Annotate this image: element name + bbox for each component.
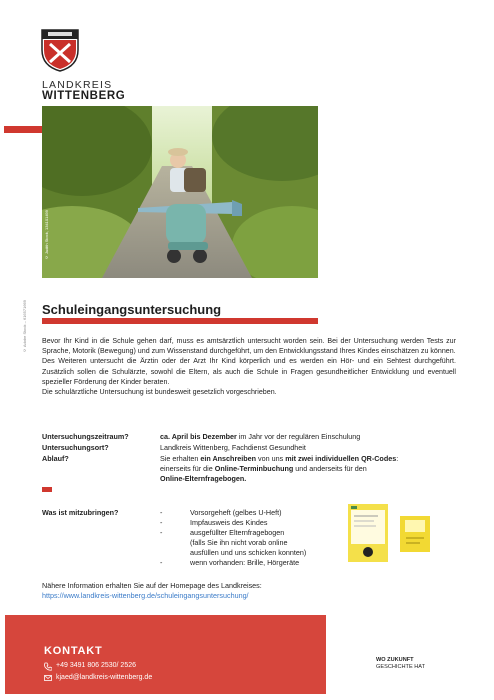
- page-title: Schuleingangsuntersuchung: [42, 302, 222, 317]
- intro-paragraph-1: Bevor Ihr Kind in die Schule gehen darf, muss es amtsärztlich untersucht worden sein. Bei der Untersuchung werden Tests zur Sprache, Motorik (Bewegung) und zum Wissenstand durchgeführt, um den Entwicklungsstand Ihres Kindes einschätzen zu können.: [42, 337, 456, 356]
- slogan-line-1: WO ZUKUNFT: [376, 657, 414, 663]
- value-ablauf: [160, 454, 460, 484]
- label-ablauf: Ablauf?: [42, 454, 69, 463]
- slogan-line-2: GESCHICHTE HAT: [376, 664, 425, 670]
- label-zeitraum: Untersuchungszeitraum?: [42, 432, 129, 441]
- brand-line-1: LANDKREIS: [42, 79, 113, 91]
- ablauf-part: einerseits für die: [160, 464, 215, 473]
- contact-email[interactable]: kjaed@landkreis-wittenberg.de: [56, 674, 153, 681]
- intro-paragraph-3: Die schulärztliche Untersuchung ist bundesweit gesetzlich vorgeschrieben.: [42, 388, 277, 397]
- impfausweis-booklet-image: [400, 516, 430, 552]
- ablauf-part: :: [396, 454, 399, 463]
- zeitraum-bold: ca. April bis Dezember: [160, 432, 237, 441]
- ablauf-part: mit zwei individuellen QR-Codes: [285, 454, 397, 463]
- dash-4: -: [160, 558, 163, 567]
- ablauf-part: ein Anschreiben: [200, 454, 257, 463]
- label-ort: Untersuchungsort?: [42, 443, 109, 452]
- red-marker: [42, 487, 52, 492]
- ablauf-part: Online-Terminbuchung: [214, 464, 294, 473]
- title-underline-bar: [42, 318, 318, 324]
- ablauf-part: Online-Elternfragebogen.: [160, 474, 247, 483]
- u-heft-booklet-image: [348, 504, 388, 562]
- bring-item: Impfausweis des Kindes: [190, 518, 268, 527]
- photo-credit: © Judith Stock, 134101499: [44, 210, 49, 261]
- brand-line-2: WITTENBERG: [42, 90, 126, 102]
- ablauf-part: Sie erhalten: [160, 454, 201, 463]
- bring-item: ausfüllen und uns schicken konnten): [190, 548, 307, 557]
- dash-1: -: [160, 508, 163, 517]
- zeitraum-rest: im Jahr vor der regulären Einschulung: [236, 432, 361, 441]
- bring-item: wenn vorhanden: Brille, Hörgeräte: [190, 558, 300, 567]
- coat-of-arms-logo: [40, 28, 80, 72]
- value-ort: Landkreis Wittenberg, Fachdienst Gesundheit: [160, 443, 306, 452]
- intro-text: [42, 336, 456, 397]
- dash-3: -: [160, 528, 163, 537]
- side-credit: © Adobe Stock – 616571669: [22, 300, 27, 354]
- intro-paragraph-2: Des Weiteren untersucht die Ärztin oder der Arzt Ihr Kind körperlich und es werden ein Hör- und ein Sehtest durchgeführt. Zusätzlich sollen die Schulärzte, sowohl die Eltern, als auch die Schule in Fragen gesundheitlicher Entwicklung und eventuell spezieller Förderung der Kinder beraten.: [42, 357, 456, 386]
- contact-title: KONTAKT: [44, 645, 103, 657]
- label-mitbringen: Was ist mitzubringen?: [42, 508, 119, 517]
- dash-2: -: [160, 518, 163, 527]
- child-scooter-photo: [42, 106, 318, 278]
- phone-icon: [44, 662, 52, 671]
- bring-item: Vorsorgeheft (gelbes U-Heft): [190, 508, 282, 517]
- mail-icon: [44, 674, 52, 682]
- info-text: Nähere Information erhalten Sie auf der Homepage des Landkreises:: [42, 581, 262, 590]
- homepage-link[interactable]: https://www.landkreis-wittenberg.de/schuleingangsuntersuchung/: [42, 591, 249, 600]
- value-zeitraum: [160, 432, 360, 442]
- bring-item: ausgefüllter Elternfragebogen: [190, 528, 285, 537]
- ablauf-part: von uns: [256, 454, 286, 463]
- bring-item: (falls Sie ihn nicht vorab online: [190, 538, 288, 547]
- contact-phone[interactable]: +49 3491 806 2530/ 2526: [56, 662, 136, 669]
- ablauf-part: und anderseits für den: [293, 464, 367, 473]
